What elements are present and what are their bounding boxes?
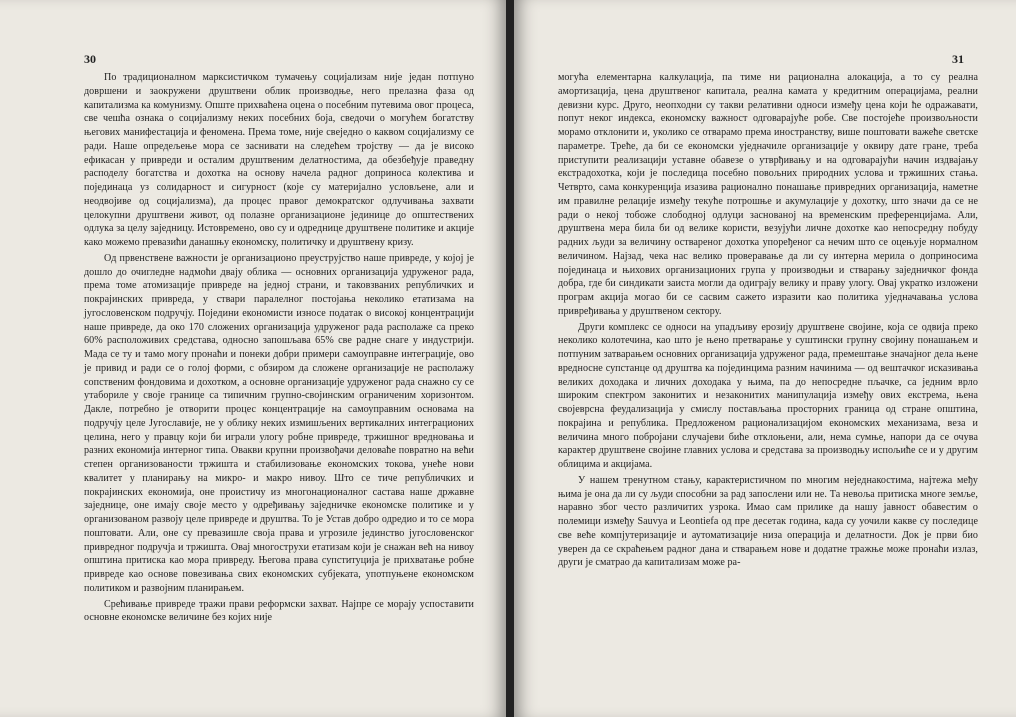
right-page <box>514 0 1016 717</box>
book-gutter <box>506 0 514 717</box>
paragraph: По традиционалном марксистичком тумачењу социјализам није један потпуно довршени и заокружени друштвени облик производње, него прелазна фаза од капитализма ка комунизму. Опште прихваћена оцена о посебним путевима овог процеса, све чешћа ознака о социјализму неких посебних боја, сведочи о могућем богатству његових манифестација и феномена. Према томе, није свеједно о каквом социјализму се ради. Наше опредељење мора се заснивати на следећем тројству — да је високо ефикасан у привреди и осталим друштвеним делатностима, да обезбеђује праведну расподелу богатства и дохотка на основу начела радног доприноса колектива и појединаца уз солидарност и сигурност (које су материјално условљене, али и неодвојиве од социјализма), да процес правог демократског одлучивања захвати целокупни друштвени живот, од полазне организационе јединице до општествених одлука за целу заједницу. Истовремено, ово су и одреднице друштвене политике и акције како можемо превазићи данашњу економску, политичку и друштвену кризу. <box>84 72 474 248</box>
paragraph: У нашем тренутном стању, карактеристичном по многим неједнакостима, најтежа међу њима је она да ли су људи способни за рад запослени или не. Та невоља притиска многе земље, наравно због често различитих узрока. Имао сам прилике да нашу јавност обавестим о полемици између Sauvya и Leontiefa од пре десетак година, када су уочили какве су последице све веће компјутеризације и аутоматизације низа операција и делатности. Док је први био уверен да се скраћењем радног дана и стварањем нове и додатне тражње може пронаћи излаз, други је сматрао да капитализам може ра- <box>558 474 978 569</box>
paragraph: Други комплекс се односи на упадљиву ерозију друштвене својине, која се одвија преко неколико колотечина, као што је њено претварање у суштински групну својину понашањем и потпуним затварањем основних организација удруженог рада, премештање значајног дела њене вредносне супстанце од друштва ка појединцима разним начинима — од вештачког исказивања великих доходака и личних доходака у њима, па до непосредне пљачке, са једним врло широким спектром законитих и незаконитих манипулација између ових екстрема, њена својеврсна феудализација у смислу постављања просторних граница од стране општина, покрајина и република. Предложеном рационализацијом економских механизама, веза и величина много побројани случајеви биће отклоњени, али, нема сумње, напори да се очува карактер друштвене својине главних услова и средстава за производњу испољиће се и у другим облицима и акцијама. <box>558 321 978 470</box>
right-page-text <box>558 71 978 572</box>
left-page <box>0 0 506 717</box>
page-number-left: 30 <box>84 52 96 66</box>
paragraph: Срећивање привреде тражи прави реформски захват. Најпре се морају успоставити основне економске величине без којих није <box>84 598 474 624</box>
paragraph: Од првенствене важности је организационо преуструјство наше привреде, у којој је дошло до очигледне надмоћи двају облика — основних организација удруженог рада, према томе атомизације привреде на једној страни, и таковзваних републичких и покрајинских привреда, у ствари паралелног постојања неколико етатизама на југословенском подручју. Поједини економисти износе податак о високој концентрацији наше привреде, да око 170 сложених организација удруженог рада располаже са преко 60% расположивих средстава, односно запошљава 65% све радне снаге у индустрији. Мада се ту и тамо могу пронаћи и понеки добри примери самоуправне интеграције, ово је привид и ради се о голој форми, с обзиром да сложене организације не располажу сопственим фондовима и дохотком, а основне организације удруженог рада снажно су се утабориле у своје границе са типичним групно-својинским ограниченим хоризонтом. Дакле, потребно је отворити процес концентрације на самоуправним основама на подручју целе Југославије, не у облику неких измишљених вертикалних интеграционих целина, него у правцу који би играли улогу робне привреде, тржишног вредновања и разних економија интерног типа. Овакви крупни произвођачи деловаће повратно на већи степен организованости тржишта и стабилизовање економских токова, унеће нови квалитет у планирању на микро- и макро нивоу. Што се тиче републичких и покрајинских економија, оне проистичу из многонационалног састава наше државне заједнице, оне имају своје место у одређивању заједничке економске политике и у организованом развоју целе привреде и друштва. То је Устав добро одредио и то се мора поштовати. Али, оне су превазишле своја права и угрозиле јединство југословенског привредног подручја и тржишта. Овај многострухи етатизам који је снажан већ на нивоу општина притиска као мора привреду. Његова права супституција је прихватање робне привреде као основе повезивања свих економских субјеката, употпуњене економском политиком и развојним планирањем. <box>84 252 474 594</box>
page-number-right: 31 <box>952 52 964 66</box>
paragraph: могућа елементарна калкулација, па тиме ни рационална алокација, а то су реална амортизација, цена друштвеног капитала, реална камата у кредитним операцијама, реални девизни курс. Друго, неопходни су такви релативни односи између цена који ће одражавати, попут неког индекса, економску важност одговарајуће робе. Све постојеће произвољности морамо отклонити и, уколико се отварамо према иностранству, више поштовати важеће светске параметре. Треће, да би се економски уједначиле организације у оквиру дате гране, треба приступити реализацији уставне обавезе о утврђивању и на одговарајући начин издвајању екстрадохотка, који је последица посебно повољних природних услова и тржишних стања. Четврто, сама конкуренција изазива рационално понашање привредних организација, наметне им правилне релације између текуће потрошње и акумулације у дохотку, што значи да се не ради о некој тобоже слободној одлуци заснованој на временским преференцијама. Али, друштвена мера била би од велике користи, везујући личне дохотке као непосредну побуду радних људи за величину оствареног дохотка упоређеног са нечим што се оцењује нормалном величином. Најзад, чека нас велико проверавање да ли су интерна мерила о доприносима појединаца и њихових организационих група у производњи и стварању заједничког фонда добра, где би синдикати заиста могли да одиграју велику и праву улогу. Овај укратко изложени програм акција могао би се сасвим сажето изразити као политика уједначавања услова привређивања у друштвеном сектору. <box>558 72 978 317</box>
left-page-text <box>84 71 474 627</box>
